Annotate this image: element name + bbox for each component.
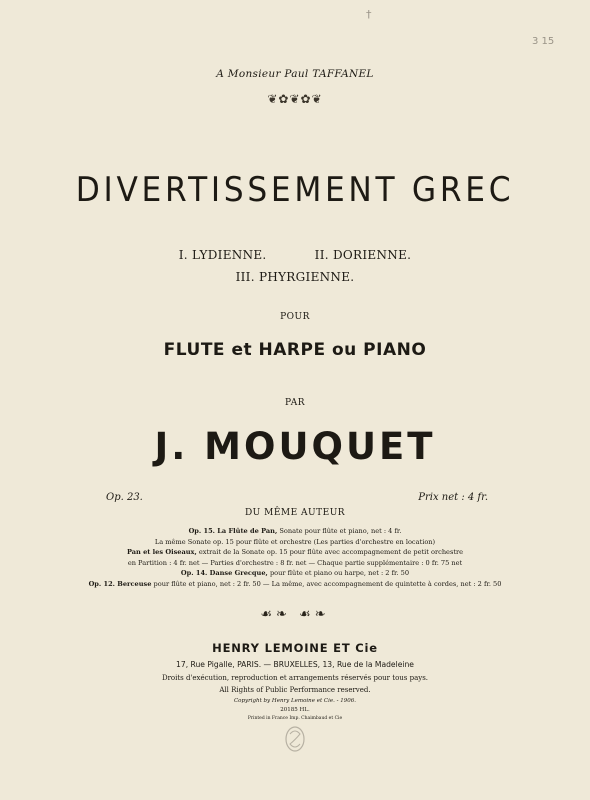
- margin-pencil-mark: †: [366, 8, 372, 21]
- rights-line-2: All Rights of Public Performance reserved.: [219, 686, 371, 694]
- movement-3: III. PHYRGIENNE.: [235, 270, 355, 284]
- publisher-address: 17, Rue Pigalle, PARIS. — BRUXELLES, 13, Rue de la Madeleine: [176, 660, 414, 669]
- work-item: Op. 14. Danse Grecque, pour flûte et piano ou harpe, net : 2 fr. 50: [180, 569, 410, 578]
- work-item: Op. 15. La Flûte de Pan, Sonate pour flûte et piano, net : 4 fr.: [188, 527, 402, 535]
- ornament-top-icon: ❦✿❦✿❦: [267, 92, 323, 106]
- composer-name: J. MOUQUET: [154, 425, 436, 468]
- pour-label: POUR: [280, 312, 310, 322]
- rights-line-1: Droits d'exécution, reproduction et arrangements réservés pour tous pays.: [161, 674, 429, 682]
- works-list: [0, 526, 590, 590]
- library-stamp-icon: [284, 724, 306, 754]
- printer-line: Printed in France Imp. Chaimbaud et Cie: [247, 716, 343, 721]
- work-item: La même Sonate op. 15 pour flûte et orchestre (Les parties d'orchestre en location): [154, 537, 436, 546]
- price: Prix net : 4 fr.: [418, 492, 488, 503]
- work-item: en Partition : 4 fr. net — Parties d'orchestre : 8 fr. net — Chaque partie supplémentaire : 0 fr. 75 net: [127, 558, 463, 567]
- movement-2: II. DORIENNE.: [314, 248, 412, 262]
- par-label: PAR: [284, 398, 305, 408]
- ornament-bottom-icon: ☙❧ ☙❧: [260, 607, 330, 622]
- dedication: A Monsieur Paul TAFFANEL: [216, 68, 374, 80]
- page-title: DIVERTISSEMENT GREC: [75, 170, 515, 210]
- movement-1: I. LYDIENNE.: [178, 248, 267, 262]
- movements-line-1: [0, 248, 590, 262]
- publisher-name: HENRY LEMOINE ET Cie: [212, 641, 378, 655]
- copyright-line: Copyright by Henry Lemoine et Cie. - 1906.: [233, 698, 357, 704]
- plate-number: 20185 HL.: [280, 707, 310, 713]
- margin-catalog-mark: 3 15: [532, 36, 555, 47]
- same-author-heading: DU MÊME AUTEUR: [244, 508, 346, 518]
- work-item: Op. 12. Berceuse pour flûte et piano, net : 2 fr. 50 — La même, avec accompagnement de quintette à cordes, net : 2 fr. 50: [88, 579, 502, 588]
- work-item: Pan et les Oiseaux, extrait de la Sonate op. 15 pour flûte avec accompagnement de petit orchestre: [126, 548, 464, 557]
- instrumentation: FLUTE et HARPE ou PIANO: [163, 340, 427, 360]
- opus-number: Op. 23.: [106, 492, 143, 503]
